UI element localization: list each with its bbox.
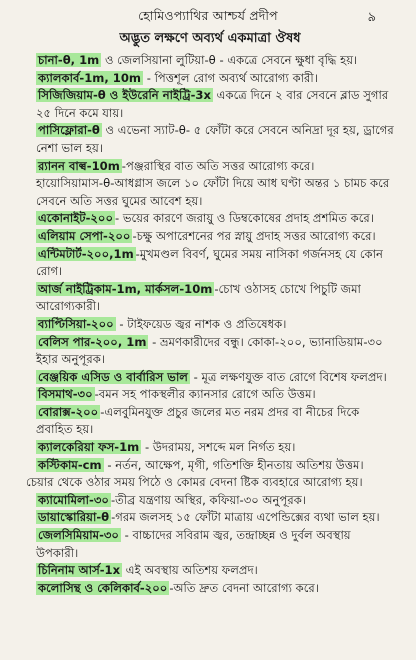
paragraph-text: হায়োসিয়ামাস-θ-আধগ্লাস জলে ১০ ফোঁটা দিয়ে আধ ঘণ্টা অন্তর ১ চামচ করে সেবনে অতি সত্তর ঘুমের আবেশ হয়। [36, 176, 390, 208]
paragraph [26, 52, 394, 70]
highlighted-remedy: পাসিফ্লোরা-θ [38, 123, 100, 138]
paragraph [26, 527, 394, 562]
paragraph [26, 369, 394, 387]
paragraph-text: -অতি দ্রুত বেদনা আরোগ্য করে। [169, 580, 319, 595]
highlighted-remedy: কলোসিন্থ ও কেলিকার্ব-২০০ [38, 580, 168, 595]
body-text [26, 52, 394, 597]
paragraph [26, 474, 394, 492]
paragraph-text: - উদরাময়, সশব্দে মল নির্গত হয়। [141, 440, 296, 455]
paragraph-text: -চোখ ওঠাসহ চোখে পিচুটি জমা আরোগ্যকারী। [36, 281, 361, 314]
highlighted-remedy: ক্যামোমিলা-৩০ [38, 492, 109, 507]
paragraph-text: - পিত্তশূল রোগ অব্যর্থ আরোগ্য কারী। [143, 70, 318, 85]
paragraph-text: -পঞ্জরাস্থির বাত অতি সত্তর আরোগ্য করে। [121, 158, 315, 173]
paragraph-text: ও জেলসিয়ানা লুটিয়া-θ - একত্রে সেবনে ক্ষুধা বৃদ্ধি হয়। [101, 53, 358, 67]
paragraph-text: এই অবস্থায় অতিশয় ফলপ্রদ। [122, 563, 258, 578]
paragraph-text: - টাইফয়েড জ্বর নাশক ও প্রতিষেধক। [115, 316, 287, 331]
paragraph [26, 228, 394, 246]
highlighted-remedy: বিসমাথ-৩০ [38, 387, 93, 402]
paragraph [26, 158, 394, 176]
paragraph [26, 175, 394, 210]
paragraph [26, 281, 394, 316]
section-subtitle-text: অদ্ভুত লক্ষণে অব্যর্থ একমাত্রা ঔষধ [119, 31, 301, 46]
paragraph [26, 562, 394, 580]
section-subtitle [26, 30, 394, 48]
paragraph-text: ও এভেনা স্যাট-θ- ৫ ফোঁটা করে সেবনে অনিদ্রা দূর হয়, ড্রাগের নেশা ভাল হয়। [36, 123, 394, 155]
paragraph-text: -তীব্র যন্ত্রণায় অস্থির, কফিয়া-৩০ অনুপূরক। [110, 492, 306, 507]
paragraph [26, 509, 394, 527]
paragraph-text: - মূত্র লক্ষণযুক্ত বাত রোগে বিশেষ ফলপ্রদ। [189, 369, 387, 384]
paragraph-text: -এলবুমিনযুক্ত প্রচুর জলের মত নরম প্রদর বা নীচের দিকে প্রবাহিত হয়। [36, 404, 360, 437]
highlighted-remedy: সিজিজিয়াম-θ ও ইউরেনি নাইট্রি-3x [38, 88, 211, 103]
running-header [0, 6, 416, 26]
paragraph [26, 439, 394, 457]
paragraph [26, 386, 394, 404]
highlighted-remedy: চানা-θ, 1m [38, 53, 100, 67]
paragraph [26, 404, 394, 439]
paragraph-text: - বাচ্চাদের সবিরাম জ্বর, তন্দ্রাচ্ছন্ন ও দুর্বল অবস্থায় উপকারী। [36, 528, 351, 560]
paragraph-text: চেয়ার থেকে ওঠার সময় পিঠে ও কোমর বেদনা ষ্টিক ব্যবহারে আরোগ্য হয়। [26, 475, 363, 490]
paragraph-text: -গরম জলসহ ১৫ ফোঁটা মাত্রায় এপেন্ডিক্সের ব্যথা ভাল হয়। [111, 510, 380, 525]
page-number: ৯ [367, 10, 376, 25]
highlighted-remedy: ক্যালকার্ব-1m, 10m [38, 70, 142, 85]
paragraph [26, 580, 394, 598]
paragraph-text: -মুখমণ্ডল বিবর্ণ, ঘুমের সময় নাসিকা গর্জনসহ যে কোন রোগ। [36, 246, 383, 279]
highlighted-remedy: চিনিনাম আর্স-1x [38, 563, 121, 578]
paragraph-text: একত্রে দিনে ২ বার সেবনে ব্লাড সুগার ২৫ দিনে কমে যায়। [36, 88, 389, 120]
highlighted-remedy: র‍্যানন বাল্ব-10m [38, 158, 120, 173]
highlighted-remedy: ব্যাপ্টিসিয়া-২০০ [38, 316, 114, 331]
paragraph [26, 122, 394, 157]
highlighted-remedy: বোরাক্স-২০০ [38, 404, 99, 419]
highlighted-remedy: এলিয়াম সেপা-২০০ [38, 228, 131, 243]
highlighted-remedy: কস্টিকাম-cm [38, 457, 102, 472]
paragraph [26, 334, 394, 369]
paragraph [26, 457, 394, 475]
highlighted-remedy: এন্টিমটার্ট-২০০,1m [38, 246, 134, 261]
highlighted-remedy: ডায়াস্কোরিয়া-θ [38, 510, 110, 525]
highlighted-remedy: বেঞ্জয়িক এসিড ও বার্বারিস ভাল [38, 369, 188, 384]
paragraph-text: - নর্তন, আক্ষেপ, মৃগী, গতিশক্তি হীনতায় অতিশয় উত্তম। [103, 457, 364, 472]
paragraph-text: -বমন সহ পাকস্থলীর ক্যানসার রোগে অতি উত্তম। [94, 387, 316, 402]
paragraph-text: -চক্ষু অপারেশনের পর স্নায়ু প্রদাহ সত্তর আরোগ্য করে। [132, 228, 376, 243]
highlighted-remedy: একোনাইট-২০০ [38, 211, 114, 226]
paragraph [26, 492, 394, 510]
highlighted-remedy: বেলিস পার-২০০, 1m [38, 334, 147, 349]
paragraph-text: - ভয়ের কারণে জরায়ু ও ডিম্বকোষের প্রদাহ প্রশমিত করে। [115, 211, 374, 226]
paragraph [26, 210, 394, 228]
highlighted-remedy: জেলসিমিয়াম-৩০ [38, 528, 119, 543]
highlighted-remedy: ক্যালকেরিয়া ফস-1m [38, 440, 140, 455]
paragraph [26, 316, 394, 334]
highlighted-remedy: আর্জ নাইট্রিকাম-1m, মার্কসল-10m [38, 281, 213, 296]
running-title: হোমিওপ্যাথির আশ্চর্য প্রদীপ [138, 8, 278, 23]
paragraph [26, 70, 394, 88]
paragraph [26, 87, 394, 122]
paragraph [26, 246, 394, 281]
paragraph-text: - ভ্রমণকারীদের বন্ধু। কোকা-২০০, ভ্যানাডিয়াম-৩০ ইহার অনুপূরক। [36, 334, 383, 367]
